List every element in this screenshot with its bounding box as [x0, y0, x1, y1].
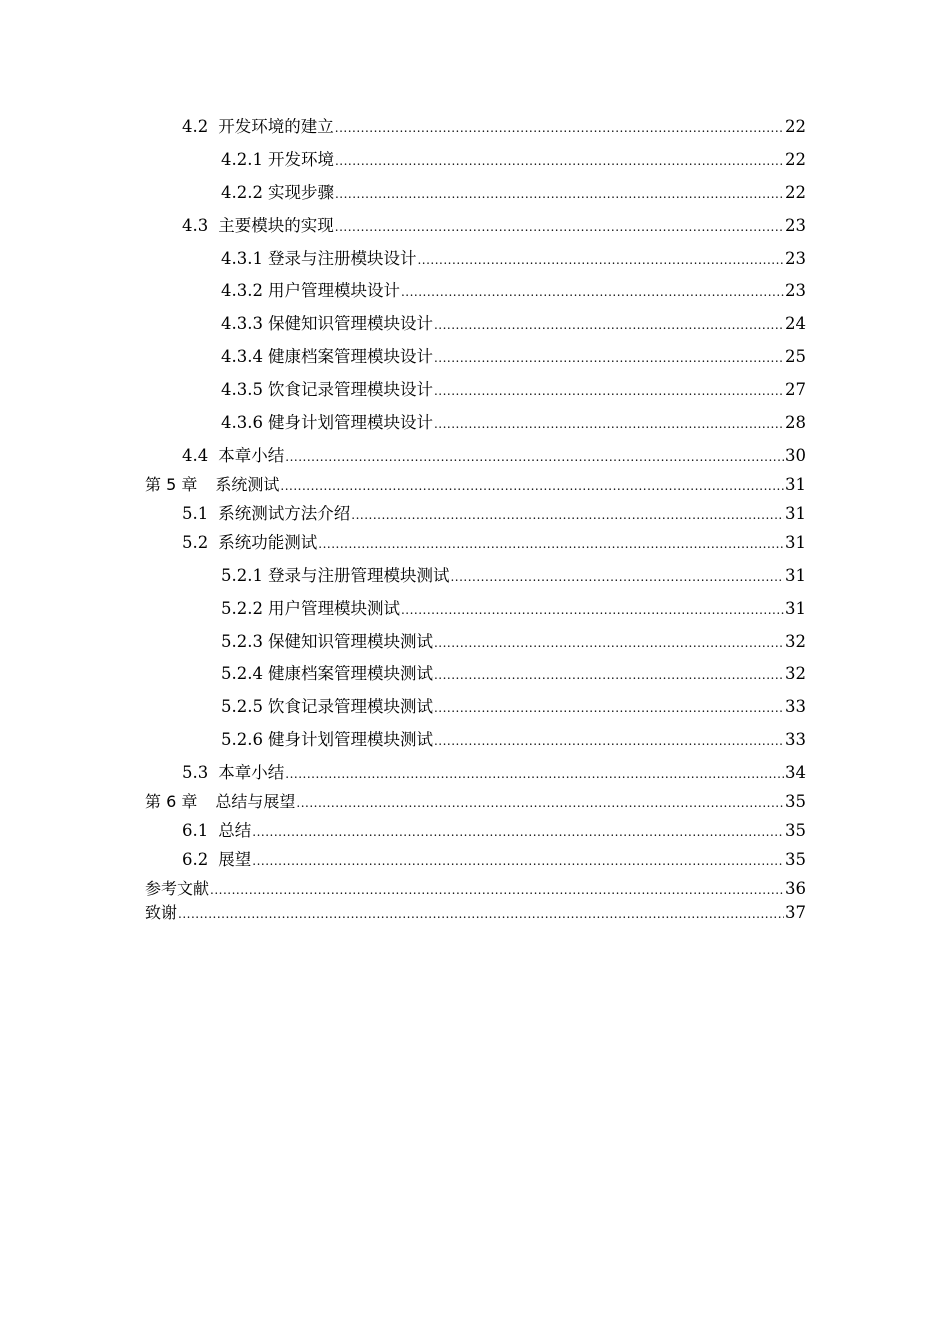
toc-leader-dots: [252, 850, 784, 872]
toc-entry[interactable]: [182, 215, 806, 237]
toc-number: 5.2.4: [221, 664, 263, 683]
toc-leader-dots: [351, 504, 784, 526]
toc-title: 健身计划管理模块设计: [267, 413, 433, 432]
toc-number: 5.3: [182, 763, 209, 782]
toc-page-number: 28: [785, 413, 806, 432]
toc-number: 6.2: [182, 850, 209, 869]
toc-title: 健康档案管理模块测试: [267, 664, 433, 683]
toc-page-number: 33: [785, 697, 806, 716]
toc-title: 饮食记录管理模块设计: [267, 380, 433, 399]
toc-number: 4.3.4: [221, 347, 263, 366]
toc-page-number: 31: [785, 475, 806, 494]
toc-page-number: 32: [785, 664, 806, 683]
toc-leader-dots: [434, 380, 784, 402]
toc-title: 主要模块的实现: [218, 216, 334, 235]
toc-leader-dots: [285, 446, 784, 468]
toc-page-number: 31: [785, 599, 806, 618]
toc-entry[interactable]: [182, 116, 806, 138]
toc-title: 保健知识管理模块设计: [267, 314, 433, 333]
toc-entry[interactable]: [221, 598, 806, 620]
toc-leader-dots: [434, 730, 784, 752]
toc-title: 致谢: [145, 903, 178, 922]
toc-entry[interactable]: [221, 248, 806, 270]
toc-page-number: 31: [785, 504, 806, 523]
toc-entry[interactable]: [182, 445, 806, 467]
toc-page-number: 24: [785, 314, 806, 333]
toc-leader-dots: [210, 879, 784, 901]
toc-chapter-entry[interactable]: [145, 791, 806, 813]
toc-number: 4.4: [182, 446, 209, 465]
toc-page-number: 31: [785, 533, 806, 552]
toc-title: 总结: [218, 821, 252, 840]
toc-title: 饮食记录管理模块测试: [267, 697, 433, 716]
toc-title: 系统功能测试: [218, 533, 318, 552]
toc-leader-dots: [178, 903, 784, 925]
toc-title: 本章小结: [218, 446, 285, 465]
toc-entry[interactable]: [182, 849, 806, 871]
toc-leader-dots: [434, 632, 784, 654]
toc-entry[interactable]: [182, 762, 806, 784]
toc-entry[interactable]: [221, 412, 806, 434]
toc-number: 4.2: [182, 117, 209, 136]
toc-leader-dots: [401, 281, 784, 303]
toc-chapter-number: 第 6 章: [145, 792, 198, 811]
toc-entry[interactable]: [221, 149, 806, 171]
toc-number: 5.2.6: [221, 730, 263, 749]
toc-title: 本章小结: [218, 763, 285, 782]
toc-title: 用户管理模块设计: [267, 281, 400, 300]
toc-leader-dots: [401, 599, 784, 621]
toc-title: 展望: [218, 850, 252, 869]
toc-title: 开发环境: [267, 150, 334, 169]
toc-title: 总结与展望: [215, 792, 296, 811]
toc-page-number: 35: [785, 792, 806, 811]
toc-title: 系统测试方法介绍: [218, 504, 351, 523]
toc-leader-dots: [335, 150, 784, 172]
toc-page-number: 36: [785, 879, 806, 898]
toc-leader-dots: [335, 183, 784, 205]
toc-entry[interactable]: [221, 696, 806, 718]
toc-page-number: 31: [785, 566, 806, 585]
toc-title: 健康档案管理模块设计: [267, 347, 433, 366]
toc-leader-dots: [434, 347, 784, 369]
toc-page-number: 22: [785, 117, 806, 136]
toc-title: 登录与注册管理模块测试: [267, 566, 450, 585]
toc-entry[interactable]: [221, 182, 806, 204]
toc-title: 参考文献: [145, 879, 210, 898]
toc-entry[interactable]: [221, 729, 806, 751]
toc-number: 4.3.1: [221, 249, 263, 268]
toc-page-number: 22: [785, 150, 806, 169]
toc-entry[interactable]: [182, 532, 806, 554]
toc-chapter-entry[interactable]: [145, 474, 806, 496]
toc-entry[interactable]: [221, 280, 806, 302]
toc-entry[interactable]: [221, 346, 806, 368]
toc-page-number: 22: [785, 183, 806, 202]
toc-leader-dots: [318, 533, 784, 555]
toc-number: 4.3.6: [221, 413, 263, 432]
toc-leader-dots: [252, 821, 784, 843]
toc-leader-dots: [434, 413, 784, 435]
toc-leader-dots: [280, 475, 784, 497]
toc-number: 4.3.3: [221, 314, 263, 333]
toc-leader-dots: [434, 664, 784, 686]
toc-number: 5.2: [182, 533, 209, 552]
toc-page-number: 35: [785, 850, 806, 869]
toc-number: 4.2.1: [221, 150, 263, 169]
toc-number: 5.2.3: [221, 632, 263, 651]
toc-leader-dots: [434, 697, 784, 719]
toc-leader-dots: [335, 216, 784, 238]
toc-entry[interactable]: [182, 820, 806, 842]
toc-title: 登录与注册模块设计: [267, 249, 417, 268]
toc-entry[interactable]: [221, 631, 806, 653]
toc-chapter-number: 第 5 章: [145, 475, 198, 494]
toc-number: 5.2.5: [221, 697, 263, 716]
toc-leader-dots: [296, 792, 784, 814]
toc-page-number: 23: [785, 281, 806, 300]
toc-leader-dots: [285, 763, 784, 785]
toc-title: 健身计划管理模块测试: [267, 730, 433, 749]
toc-page-number: 30: [785, 446, 806, 465]
toc-leader-dots: [417, 249, 784, 271]
toc-number: 5.1: [182, 504, 209, 523]
toc-page-number: 32: [785, 632, 806, 651]
toc-page-number: 23: [785, 216, 806, 235]
toc-page-number: 33: [785, 730, 806, 749]
toc-page-number: 37: [785, 903, 806, 922]
toc-number: 4.3.2: [221, 281, 263, 300]
toc-page-number: 23: [785, 249, 806, 268]
toc-title: 用户管理模块测试: [267, 599, 400, 618]
toc-number: 6.1: [182, 821, 209, 840]
toc-page-number: 35: [785, 821, 806, 840]
toc-leader-dots: [335, 117, 784, 139]
toc-leader-dots: [434, 314, 784, 336]
toc-title: 实现步骤: [267, 183, 334, 202]
toc-references-entry[interactable]: [145, 878, 806, 900]
toc-title: 系统测试: [215, 475, 280, 494]
toc-page-number: 34: [785, 763, 806, 782]
toc-number: 5.2.2: [221, 599, 263, 618]
toc-number: 5.2.1: [221, 566, 263, 585]
toc-entry[interactable]: [221, 565, 806, 587]
toc-title: 开发环境的建立: [218, 117, 334, 136]
toc-entry[interactable]: [221, 663, 806, 685]
toc-entry[interactable]: [221, 313, 806, 335]
toc-entry[interactable]: [221, 379, 806, 401]
toc-title: 保健知识管理模块测试: [267, 632, 433, 651]
toc-entry[interactable]: [182, 503, 806, 525]
toc-number: 4.3.5: [221, 380, 263, 399]
toc-acknowledgements-entry[interactable]: [145, 902, 806, 924]
toc-page-number: 25: [785, 347, 806, 366]
toc-number: 4.3: [182, 216, 209, 235]
toc-leader-dots: [450, 566, 784, 588]
toc-number: 4.2.2: [221, 183, 263, 202]
toc-page-number: 27: [785, 380, 806, 399]
